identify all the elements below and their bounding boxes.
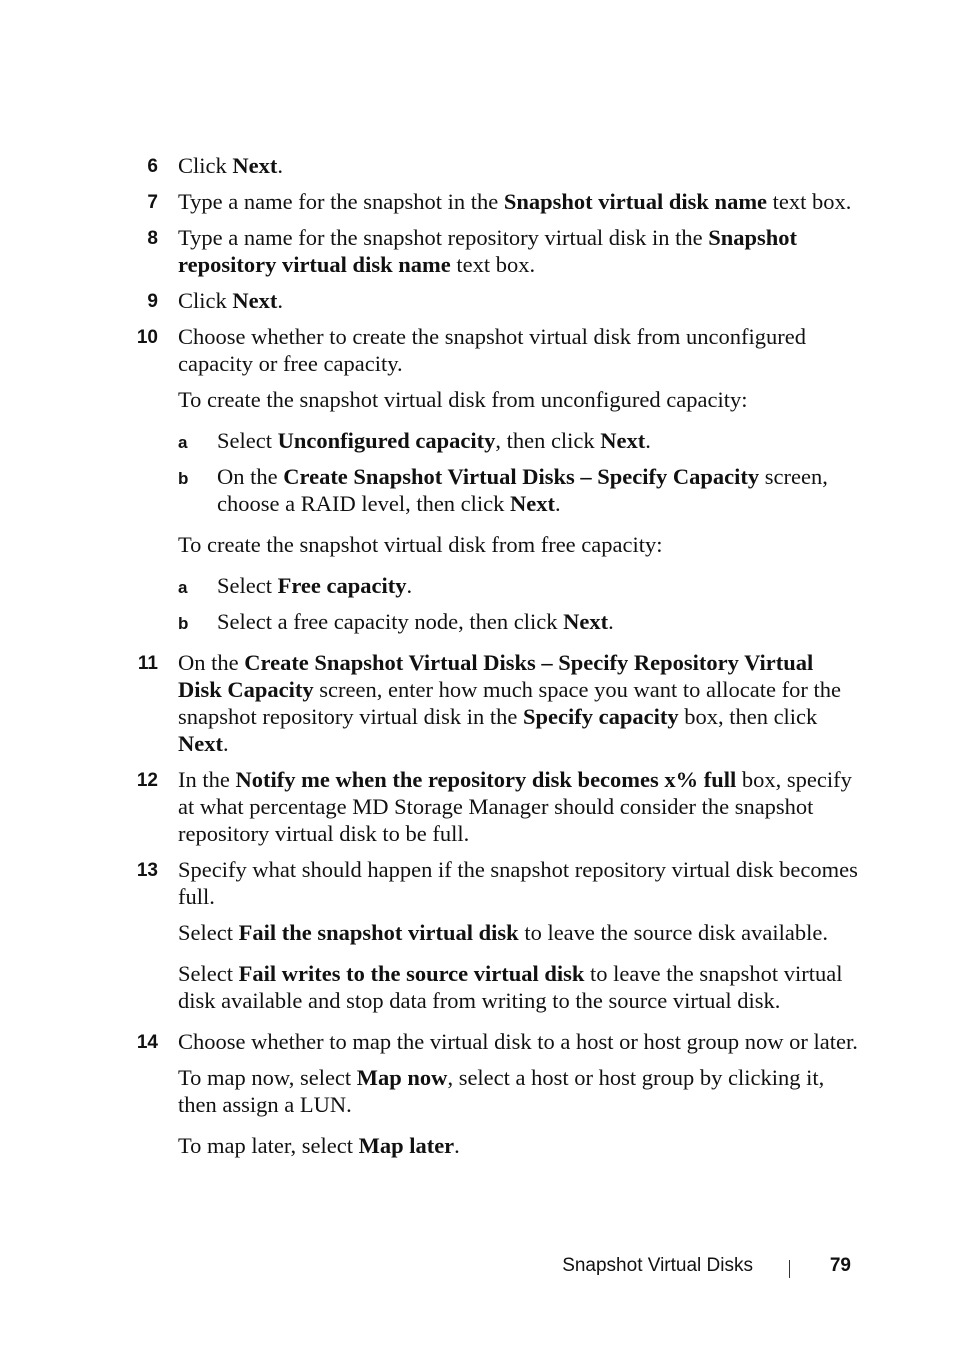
ui-term-repository-capacity-screen: Create Snapshot Virtual Disks – Specify Repository Virtual Disk Capacity [178,650,814,702]
step-12 [0,766,954,847]
substep-text: . [645,428,651,453]
substep-text: screen, choose a RAID level, then click [217,464,828,516]
substep-letter: b [178,469,189,488]
step-7 [0,188,954,215]
step-text: Type a name for the snapshot in the [178,189,504,214]
substep-10a-free [0,572,954,599]
substep-text: , then click [495,428,601,453]
page-footer [0,1255,954,1283]
substep-text: Select [217,573,278,598]
step-text: box, specify at what percentage MD Storage Manager should consider the snapshot repository virtual disk to be full. [178,767,852,846]
ui-term-free-capacity: Free capacity [277,573,407,598]
substep-text: . [608,609,614,634]
ui-term-fail-writes: Fail writes to the source virtual disk [238,961,585,986]
footer-section-title: Snapshot Virtual Disks [562,1255,753,1276]
ui-term-next: Next [232,153,278,178]
step-number: 12 [136,770,158,791]
substep-letter: a [178,578,188,597]
ui-term-next: Next [178,731,223,756]
page-number: 79 [829,1255,851,1276]
step-text: In the [178,767,236,792]
ui-term-unconfigured-capacity: Unconfigured capacity [277,428,496,453]
substep-text: Select [217,428,278,453]
ui-term-fail-snapshot: Fail the snapshot virtual disk [238,920,519,945]
footer-divider [789,1260,790,1278]
step-number: 9 [147,291,158,312]
step-13 [0,856,954,910]
substep-10a-unconfigured [0,427,954,454]
step-14-paragraph-map-later [0,1132,954,1159]
paragraph-text: To map now, select [178,1065,357,1090]
step-text: box, then click [678,704,818,729]
step-text: Choose whether to map the virtual disk to a host or host group now or later. [178,1029,858,1054]
ui-term-next: Next [232,288,278,313]
step-text: Specify what should happen if the snapshot repository virtual disk becomes full. [178,857,858,909]
step-number: 14 [136,1032,158,1053]
substep-text: . [406,573,413,598]
substep-letter: a [178,433,188,452]
paragraph-text: . [454,1133,460,1158]
paragraph-text: to leave the source disk available. [518,920,828,945]
ui-term-repository-name: Snapshot repository virtual disk name [178,225,797,277]
paragraph-text: Select [178,961,239,986]
substep-10b-unconfigured [0,463,954,517]
paragraph-text: , select a host or host group by clicking it, then assign a LUN. [178,1065,825,1117]
step-14-paragraph-map-now [0,1064,954,1118]
step-10 [0,323,954,377]
step-8 [0,224,954,278]
ui-term-specify-capacity-screen: Create Snapshot Virtual Disks – Specify Capacity [283,464,760,489]
procedure-steps [0,152,954,1173]
step-text: On the [178,650,245,675]
substep-letter: b [178,614,189,633]
paragraph-text: Select [178,920,239,945]
step-text: . [222,731,229,756]
step-number: 8 [147,228,158,249]
step-13-paragraph-fail-writes [0,960,954,1014]
substep-text: Select a free capacity node, then click [217,609,564,634]
step-text: Click [178,153,233,178]
step-number: 13 [136,860,158,881]
step-text: Type a name for the snapshot repository virtual disk in the [178,225,709,250]
ui-term-snapshot-name: Snapshot virtual disk name [503,189,768,214]
step-number: 10 [136,327,158,348]
ui-term-map-now: Map now [356,1065,448,1090]
step-text: text box. [450,252,536,277]
ui-term-map-later: Map later [358,1133,455,1158]
ui-term-specify-capacity: Specify capacity [522,704,679,729]
step-9 [0,287,954,314]
step-number: 7 [147,192,158,213]
step-number: 6 [147,156,158,177]
step-number: 11 [137,653,158,674]
step-text: . [277,288,283,313]
step-text: Click [178,288,233,313]
step-text: . [277,153,283,178]
paragraph-text: to leave the snapshot virtual disk available and stop data from writing to the source virtual disk. [178,961,843,1013]
step-text: text box. [767,189,852,214]
substep-text: On the [217,464,284,489]
step-14 [0,1028,954,1055]
substep-10b-free [0,608,954,635]
step-13-paragraph-fail-snapshot [0,919,954,946]
ui-term-notify-full: Notify me when the repository disk becomes x% full [235,767,737,792]
ui-term-next: Next [600,428,646,453]
step-10-paragraph-unconfigured: To create the snapshot virtual disk from unconfigured capacity: [178,387,748,412]
step-text: screen, enter how much space you want to allocate for the snapshot repository virtual disk in the [178,677,841,729]
step-11 [0,649,954,757]
paragraph-text: To map later, select [178,1133,359,1158]
step-6 [0,152,954,179]
step-10-paragraph-free: To create the snapshot virtual disk from free capacity: [178,532,663,557]
step-text: Choose whether to create the snapshot virtual disk from unconfigured capacity or free capacity. [178,324,806,376]
ui-term-next: Next [563,609,609,634]
ui-term-next: Next [510,491,556,516]
substep-text: . [555,491,561,516]
